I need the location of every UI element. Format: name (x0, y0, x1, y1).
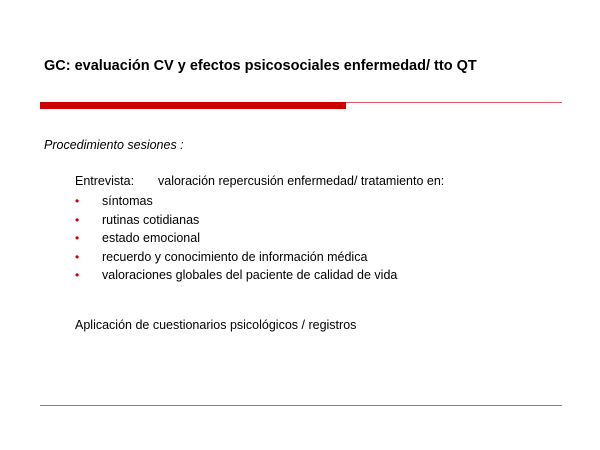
list-item-text: rutinas cotidianas (102, 212, 200, 227)
procedure-label: Procedimiento sesiones : (44, 138, 184, 152)
list-item-text: estado emocional (102, 231, 200, 245)
bullet-icon: • (75, 249, 80, 264)
list-item (75, 192, 397, 211)
slide-title: GC: evaluación CV y efectos psicosociales enfermedad/ tto QT (44, 58, 477, 74)
title-accent-bar (40, 102, 346, 109)
bullet-icon: • (75, 268, 80, 282)
list-item-text: valoraciones globales del paciente de calidad de vida (102, 268, 398, 282)
list-item-text: recuerdo y conocimiento de información médica (102, 249, 368, 264)
bullet-list (75, 192, 397, 285)
interview-text: valoración repercusión enfermedad/ tratamiento en: (158, 174, 445, 188)
interview-line (75, 174, 444, 188)
list-item (75, 211, 397, 230)
questionnaire-line: Aplicación de cuestionarios psicológicos / registros (75, 318, 357, 332)
footer-divider-line (40, 405, 562, 406)
bullet-icon: • (75, 194, 80, 208)
interview-prefix: Entrevista: (75, 174, 135, 188)
list-item (75, 266, 397, 285)
bullet-icon: • (75, 231, 80, 245)
list-item (75, 248, 397, 267)
bullet-icon: • (75, 212, 80, 227)
list-item-text: síntomas (102, 194, 153, 208)
list-item (75, 229, 397, 248)
